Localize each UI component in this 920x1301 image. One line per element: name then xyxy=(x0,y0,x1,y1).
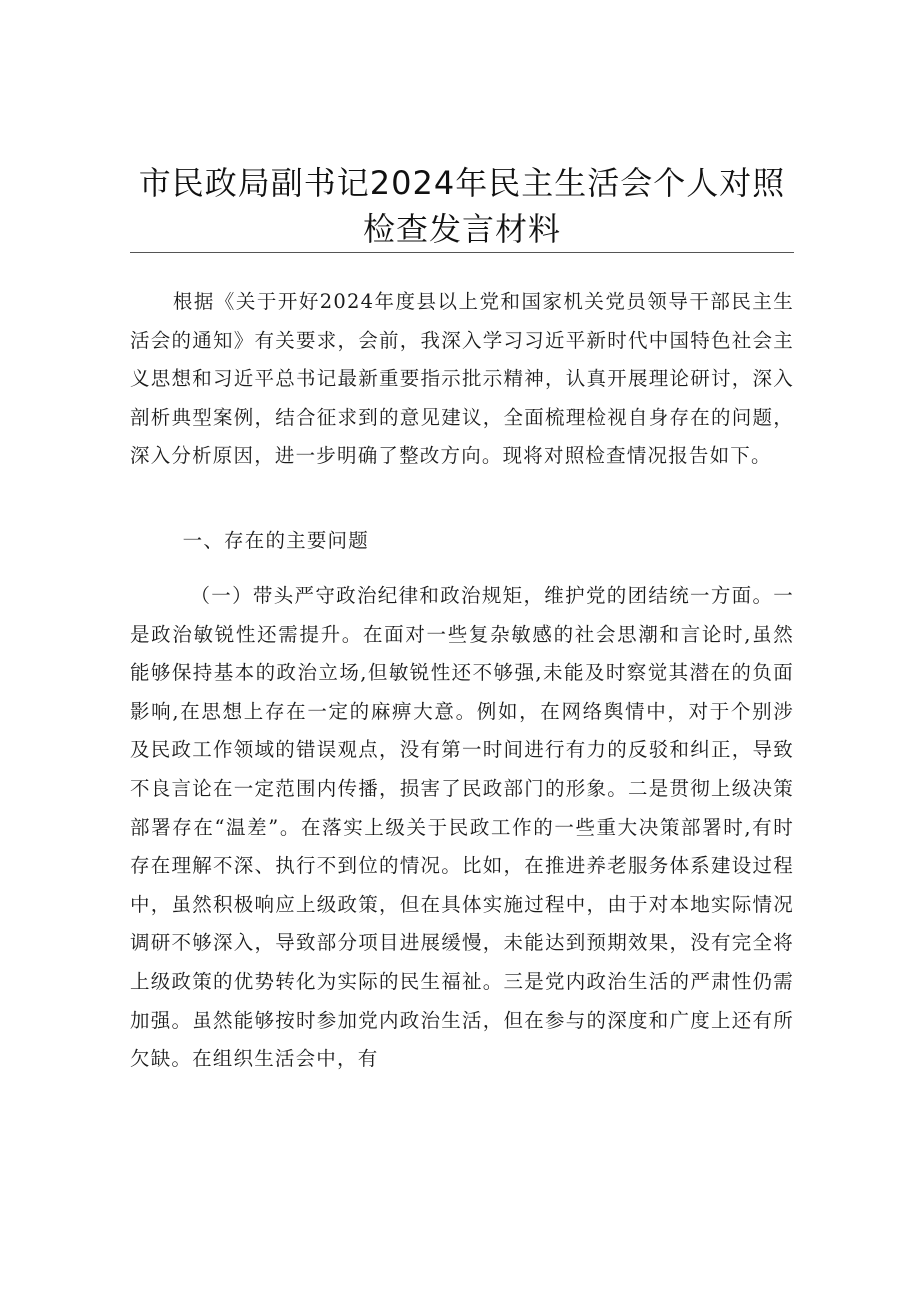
title-line-2: 检查发言材料 xyxy=(362,210,561,248)
title-line-1: 市民政局副书记2024年民主生活会个人对照 xyxy=(138,164,786,202)
title-divider xyxy=(130,252,794,253)
section-heading: 一、存在的主要问题 xyxy=(182,529,369,552)
section-paragraph: （一）带头严守政治纪律和政治规矩，维护党的团结统一方面。一是政治敏锐性还需提升。在面对一些复杂敏感的社会思潮和言论时,虽然能够保持基本的政治立场,但敏锐性还不够强,未能及时察觉其潜在的负面影响,在思想上存在一定的麻痹大意。例如，在网络舆情中，对于个别涉及民政工作领域的错误观点，没有第一时间进行有力的反驳和纠正，导致不良言论在一定范围内传播，损害了民政部门的形象。二是贯彻上级决策部署存在“温差”。在落实上级关于民政工作的一些重大决策部署时,有时存在理解不深、执行不到位的情况。比如，在推进养老服务体系建设过程中，虽然积极响应上级政策，但在具体实施过程中，由于对本地实际情况调研不够深入，导致部分项目进展缓慢，未能达到预期效果，没有完全将上级政策的优势转化为实际的民生福祉。三是党内政治生活的严肃性仍需加强。虽然能够按时参加党内政治生活，但在参与的深度和广度上还有所欠缺。在组织生活会中，有 xyxy=(130,584,794,1071)
intro-paragraph: 根据《关于开好2024年度县以上党和国家机关党员领导干部民主生活会的通知》有关要求，会前，我深入学习习近平新时代中国特色社会主义思想和习近平总书记最新重要指示批示精神，认真开展理论研讨，深入剖析典型案例，结合征求到的意见建议，全面梳理检视自身存在的问题，深入分析原因，进一步明确了整改方向。现将对照检查情况报告如下。 xyxy=(130,290,794,468)
document-title xyxy=(130,160,794,252)
